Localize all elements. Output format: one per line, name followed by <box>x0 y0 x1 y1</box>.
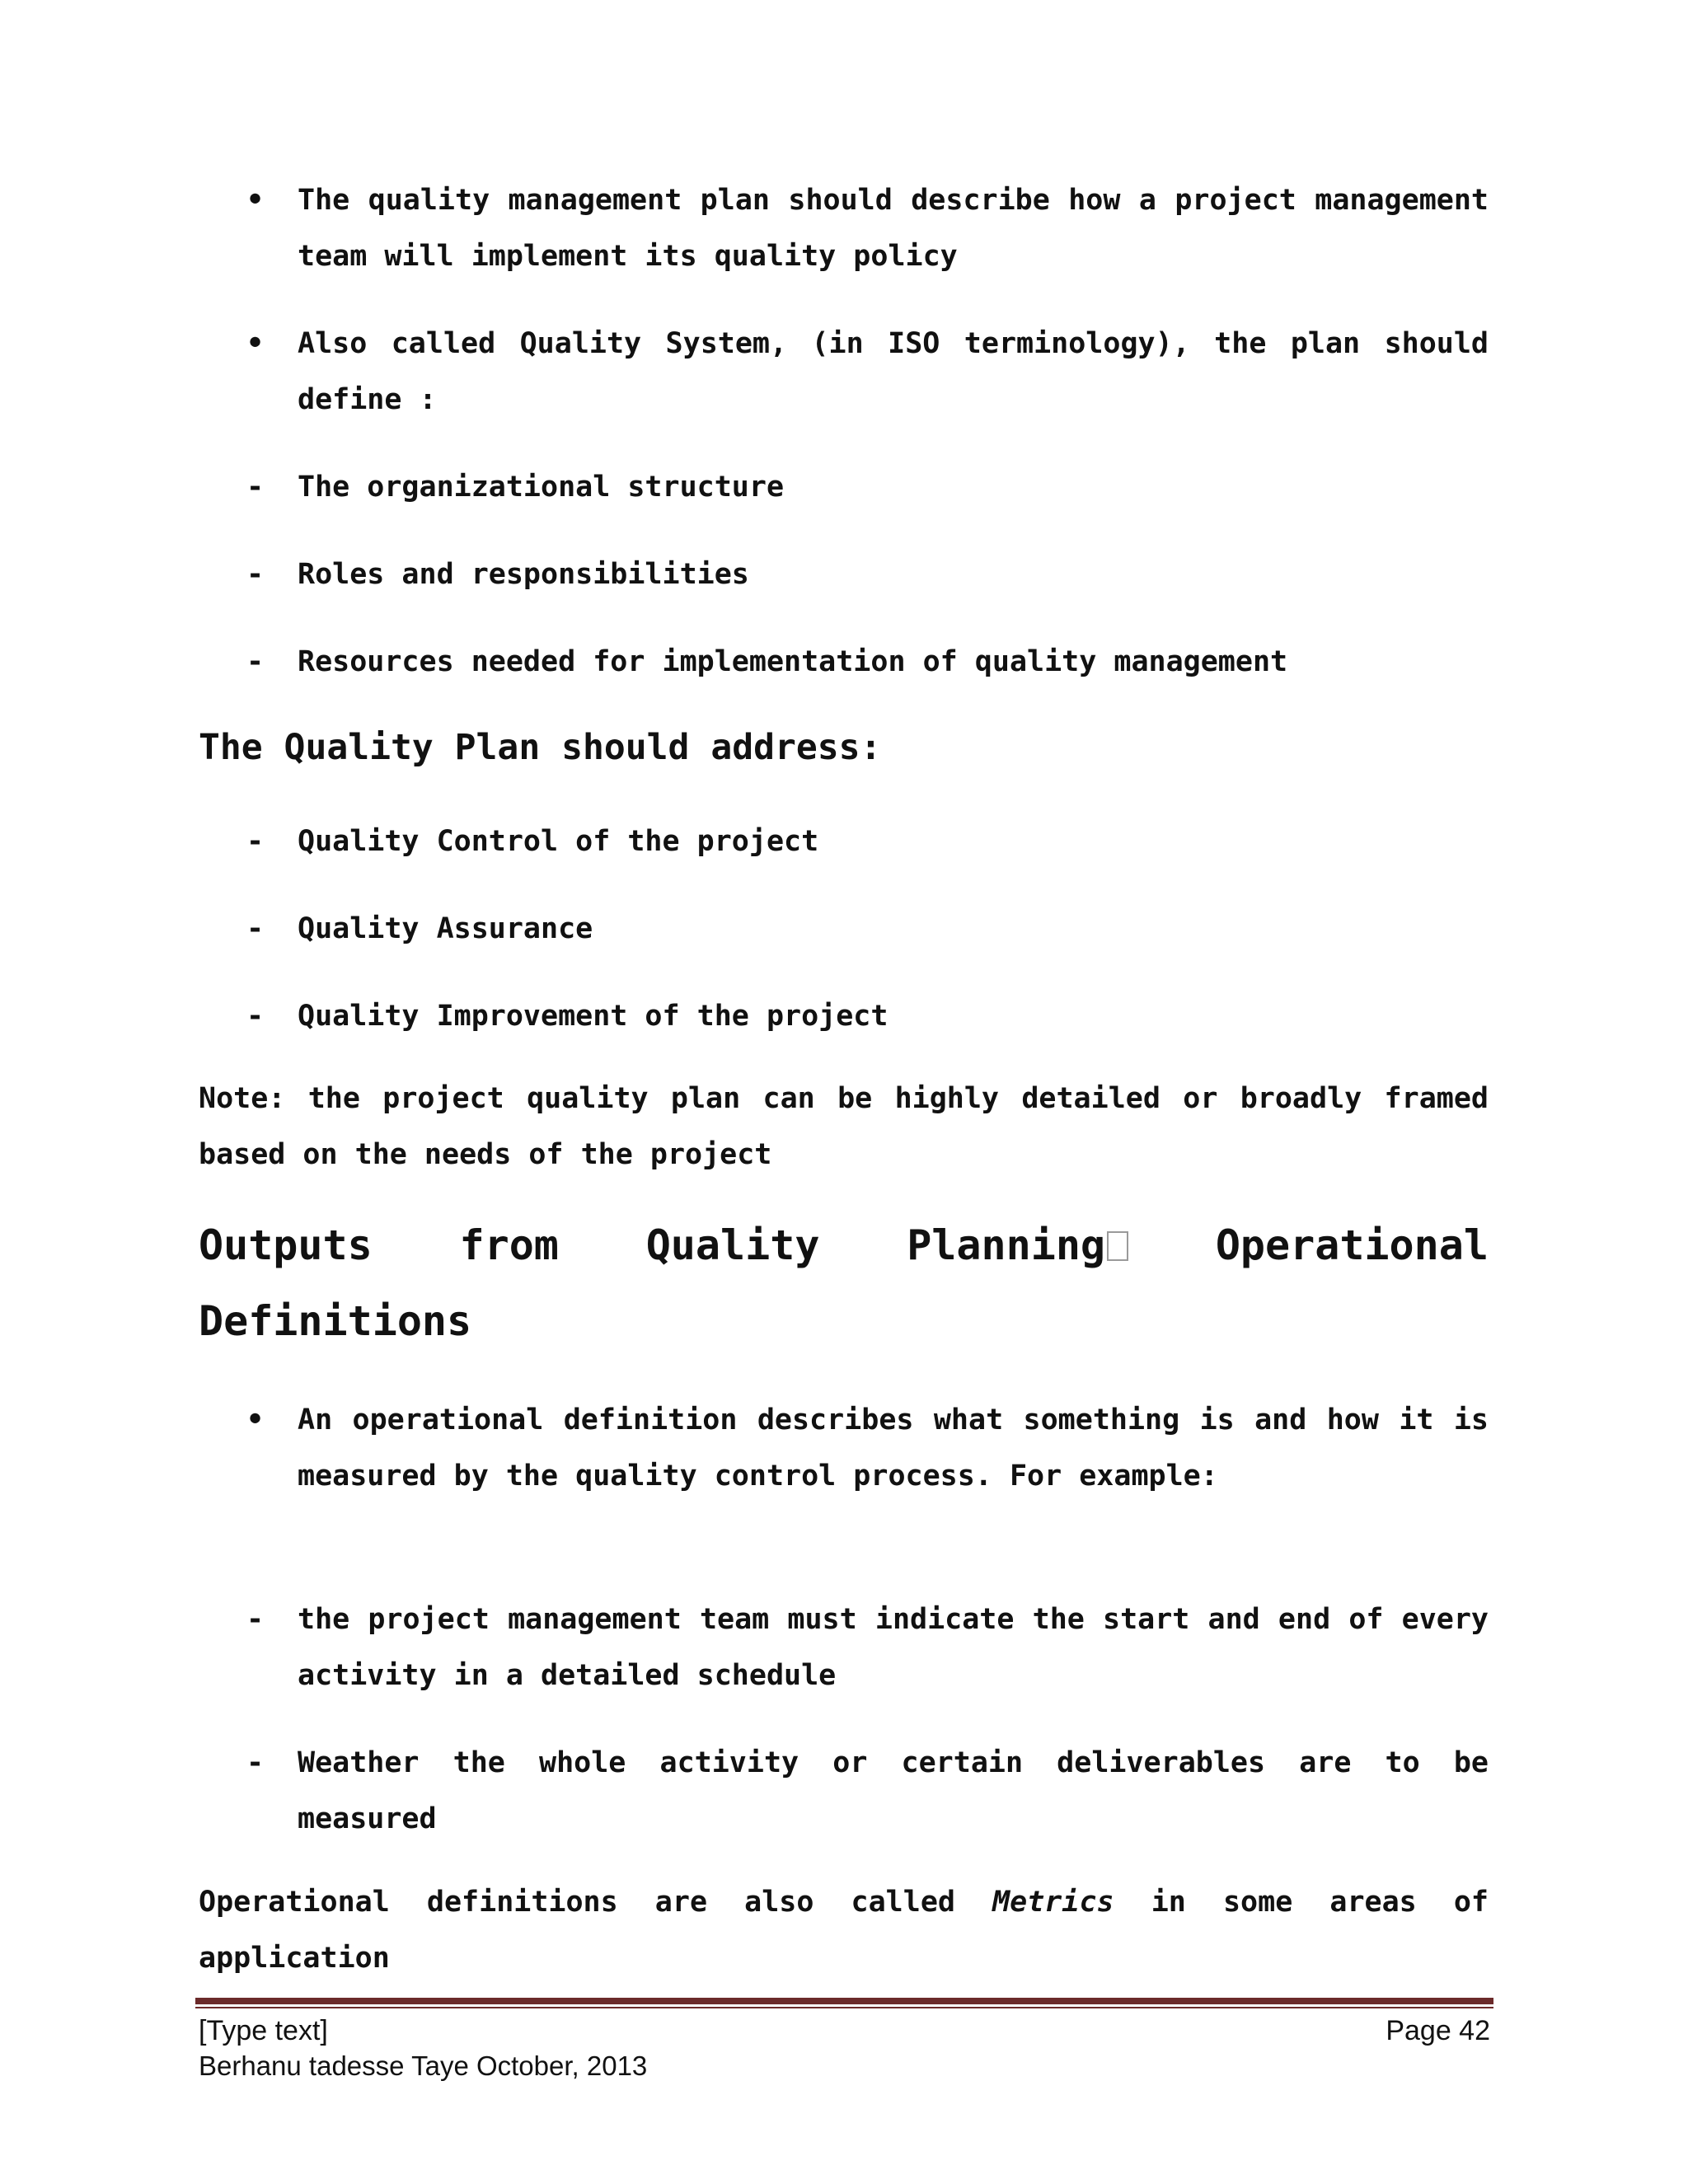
bullet-item <box>199 316 1489 428</box>
dash-item <box>199 1735 1489 1847</box>
dash-item <box>199 901 1489 957</box>
dash-item <box>199 988 1489 1044</box>
metrics-text-before: Operational definitions are also called <box>199 1886 993 1919</box>
dash-item <box>199 546 1489 602</box>
dash-text: Quality Control of the project <box>298 825 819 858</box>
footer-placeholder-text: [Type text] <box>199 2015 328 2046</box>
dash-text: Quality Improvement of the project <box>298 1000 889 1033</box>
footer-rule-thin <box>195 2007 1493 2008</box>
dash-text: The organizational structure <box>298 471 785 504</box>
page-number: Page 42 <box>1386 2015 1490 2046</box>
footer-rule <box>195 1998 1493 2004</box>
dash-text: the project management team must indicate the start and end of every activity in a detailed schedule <box>298 1603 1489 1692</box>
dash-marker: - <box>246 1603 265 1636</box>
heading-word: Planning <box>907 1221 1106 1269</box>
metrics-text-after: in some areas of application <box>199 1886 1489 1975</box>
bullet-marker: • <box>246 1404 265 1436</box>
bullet-marker: • <box>246 327 265 360</box>
bullet-text: The quality management plan should describe how a project management team will implement its quality policy <box>298 184 1489 273</box>
dash-marker: - <box>246 912 265 945</box>
dash-marker: - <box>246 1000 265 1033</box>
bullet-text: An operational definition describes what something is and how it is measured by the quality control process. For example: <box>298 1404 1489 1493</box>
dash-item <box>199 1591 1489 1704</box>
dash-marker: - <box>246 558 265 591</box>
dash-item <box>199 634 1489 690</box>
dash-text: Quality Assurance <box>298 912 593 945</box>
dash-text: Weather the whole activity or certain deliverables are to be measured <box>298 1746 1489 1835</box>
missing-glyph-icon <box>1107 1231 1128 1261</box>
metrics-term: Metrics <box>992 1886 1114 1919</box>
dash-marker: - <box>246 471 265 504</box>
dash-item <box>199 459 1489 515</box>
dash-text: Roles and responsibilities <box>298 558 749 591</box>
bullet-item <box>199 172 1489 284</box>
outputs-heading-line2: Definitions <box>199 1297 472 1345</box>
note-paragraph: Note: the project quality plan can be highly detailed or broadly framed based on the needs of the project <box>199 1082 1489 1171</box>
heading-word-with-glyph <box>907 1207 1128 1283</box>
heading-word: Outputs <box>199 1221 373 1269</box>
bullet-marker: • <box>246 184 265 217</box>
outputs-heading <box>199 1207 1489 1359</box>
heading-word: Operational <box>1215 1221 1489 1269</box>
bullet-text: Also called Quality System, (in ISO terminology), the plan should define : <box>298 327 1489 416</box>
dash-item <box>199 813 1489 869</box>
metrics-paragraph <box>199 1874 1489 1986</box>
section-heading: The Quality Plan should address: <box>199 727 882 768</box>
dash-text: Resources needed for implementation of quality management <box>298 645 1288 678</box>
footer-author: Berhanu tadesse Taye October, 2013 <box>199 2050 648 2081</box>
bullet-item <box>199 1392 1489 1504</box>
dash-marker: - <box>246 825 265 858</box>
dash-marker: - <box>246 645 265 678</box>
outputs-heading-line1 <box>199 1207 1489 1283</box>
heading-word: from <box>459 1221 559 1269</box>
dash-marker: - <box>246 1746 265 1779</box>
heading-word: Quality <box>645 1221 820 1269</box>
